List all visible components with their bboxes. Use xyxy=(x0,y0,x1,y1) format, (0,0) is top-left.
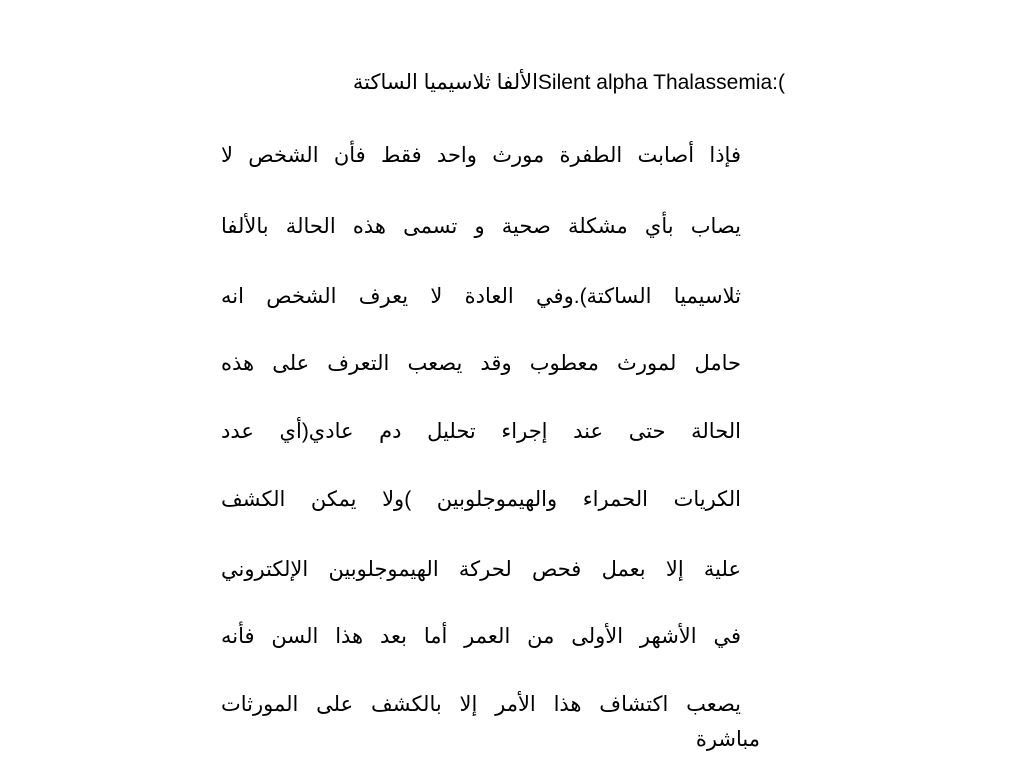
body-line-10: مباشرة xyxy=(695,728,760,751)
body-line-5: الحالة حتى عند إجراء تحليل دم عادي(أي عدد xyxy=(221,420,741,443)
slide-title: الألفا ثلاسيميا الساكتةSilent alpha Thalassemia:( xyxy=(352,71,785,94)
body-line-4: حامل لمورث معطوب وقد يصعب التعرف على هذه xyxy=(221,352,741,375)
body-line-9: يصعب اكتشاف هذا الأمر إلا بالكشف على المورثات xyxy=(221,693,741,716)
body-line-1: فإذا أصابت الطفرة مورث واحد فقط فأن الشخص لا xyxy=(221,144,741,167)
body-line-8: في الأشهر الأولى من العمر أما بعد هذا السن فأنه xyxy=(221,625,741,648)
body-line-6: الكريات الحمراء والهيموجلوبين )ولا يمكن الكشف xyxy=(221,488,741,511)
body-line-2: يصاب بأي مشكلة صحية و تسمى هذه الحالة بالألفا xyxy=(221,215,741,238)
body-line-3: ثلاسيميا الساكتة).وفي العادة لا يعرف الشخص انه xyxy=(221,285,741,308)
body-line-7: علية إلا بعمل فحص لحركة الهيموجلوبين الإلكتروني xyxy=(221,558,741,581)
